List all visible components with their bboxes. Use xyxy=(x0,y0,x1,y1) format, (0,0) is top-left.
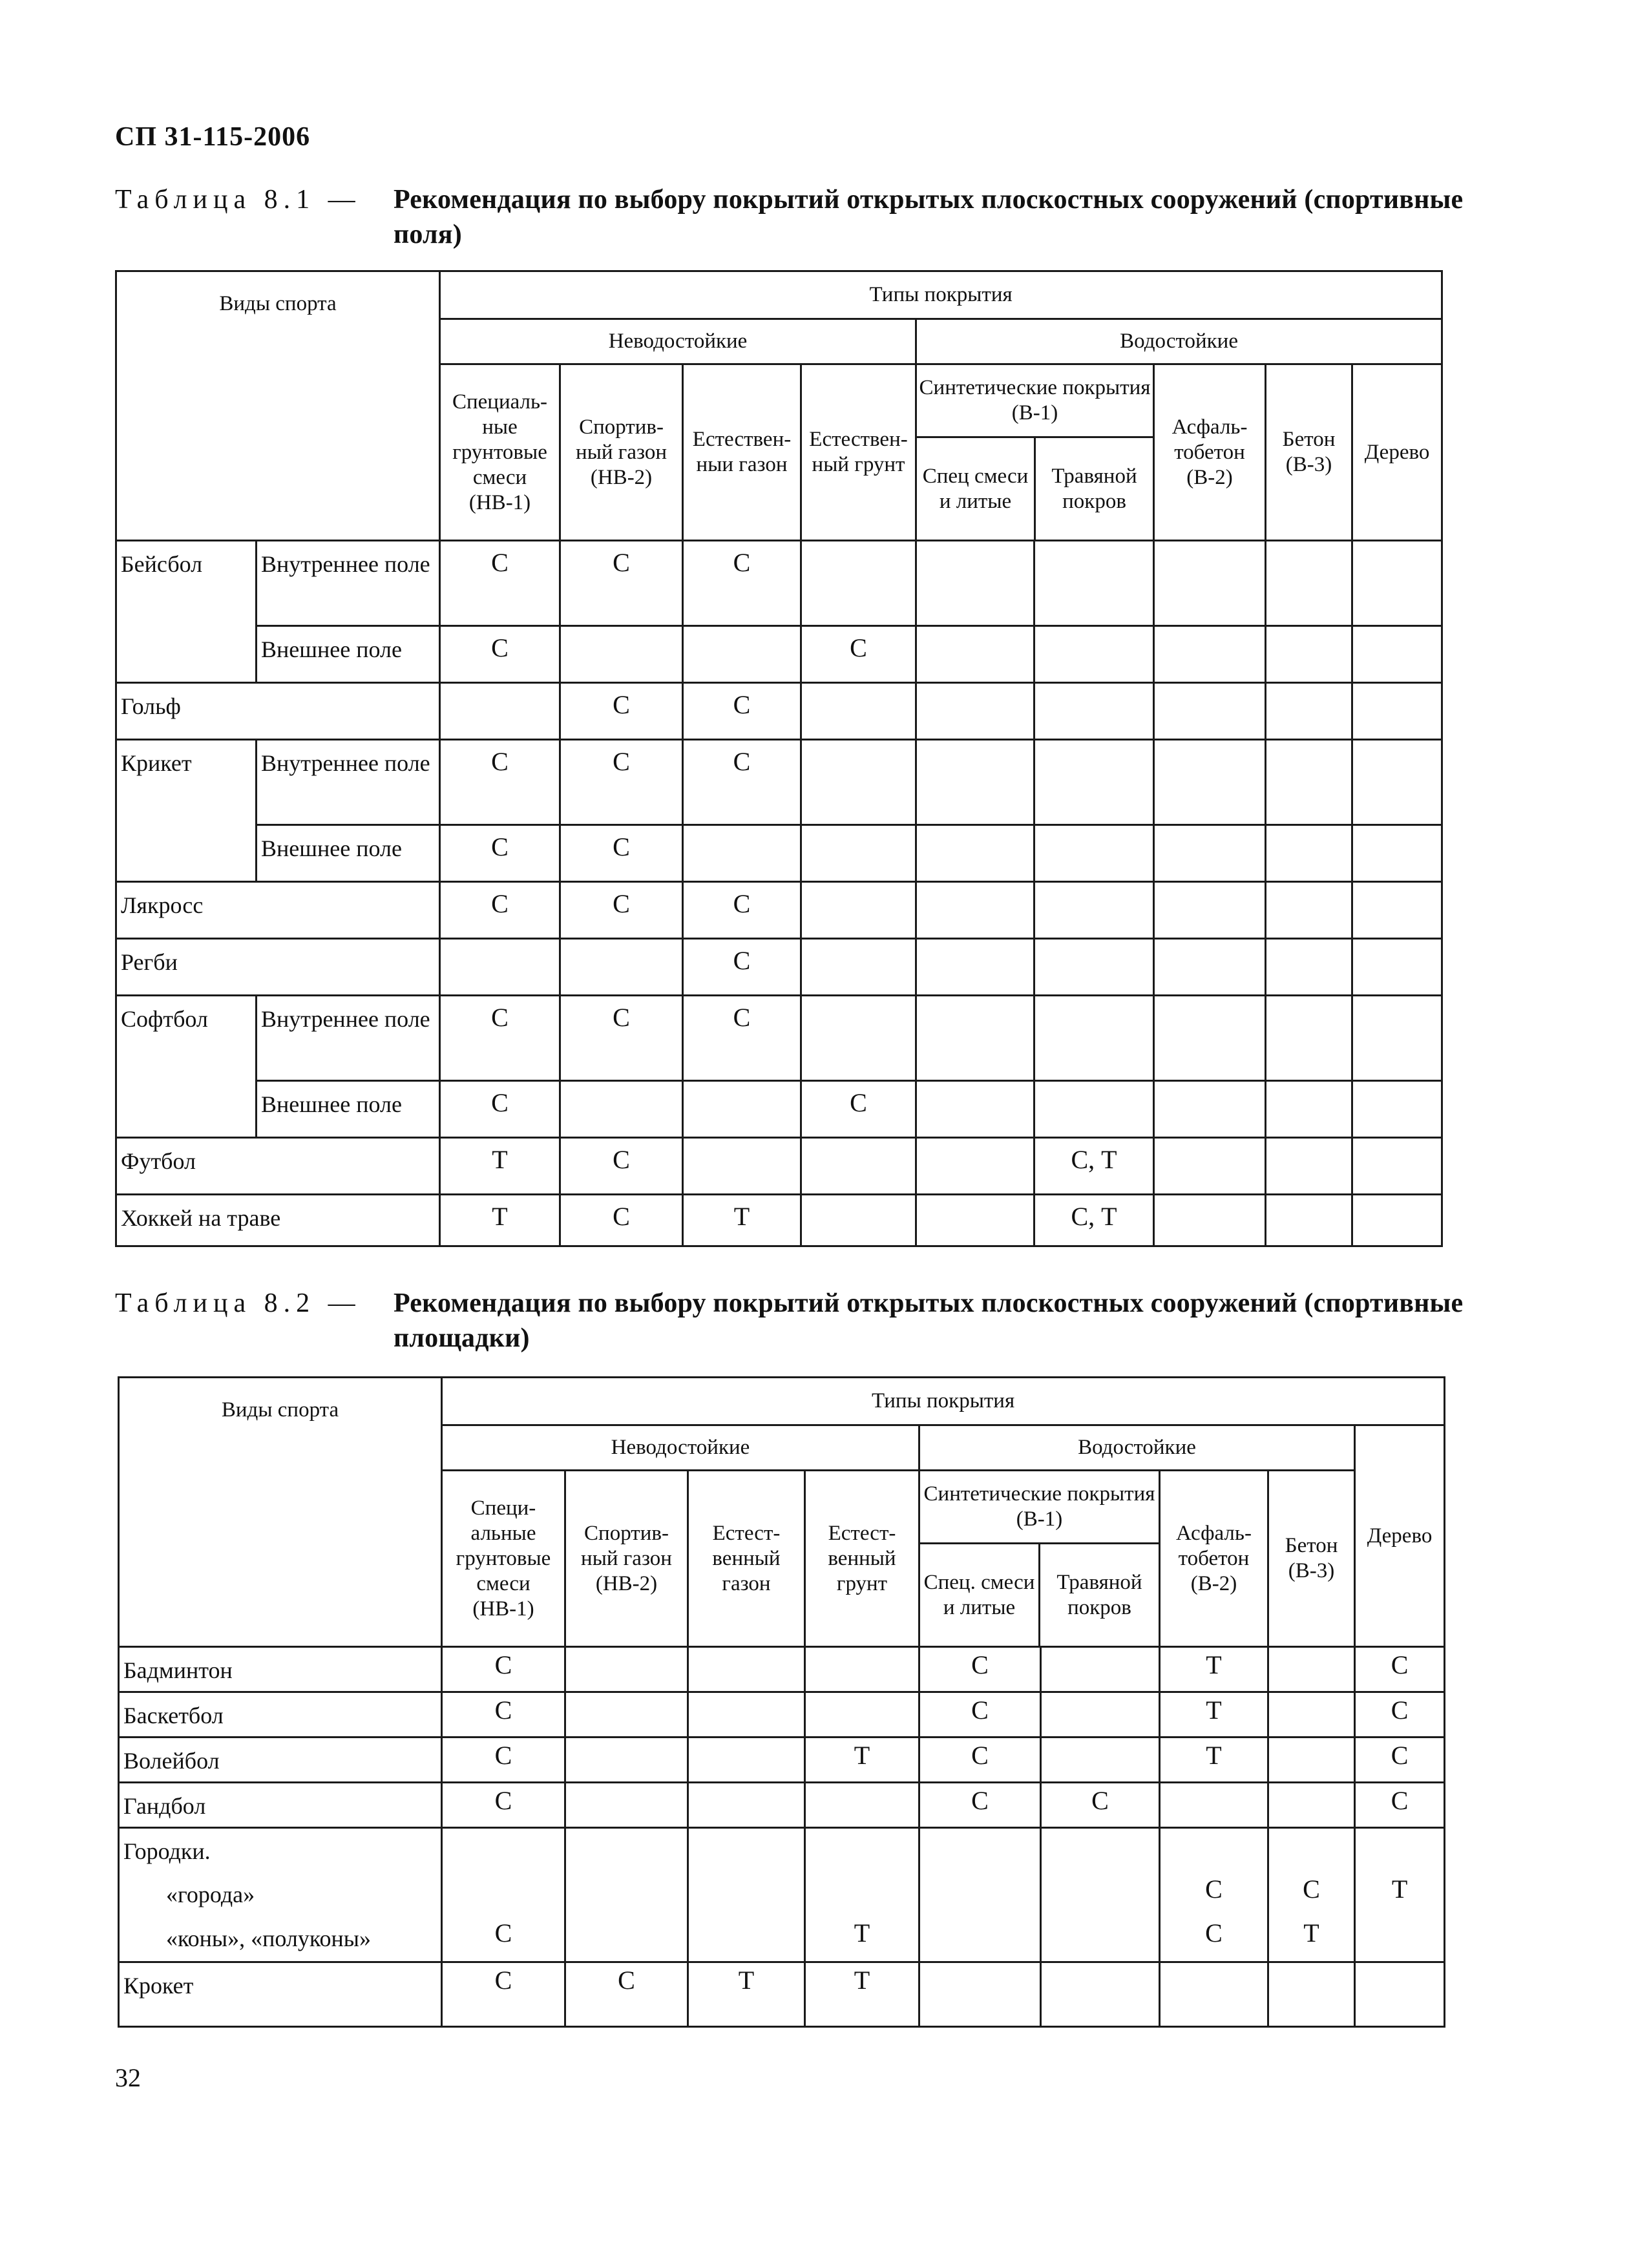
coverage-cell xyxy=(916,939,1035,996)
coverage-cell xyxy=(805,1783,919,1828)
coverage-cell xyxy=(1041,1647,1160,1692)
sport-name: Бадминтон xyxy=(119,1647,442,1692)
coverage-cell xyxy=(1035,882,1154,939)
table-row xyxy=(116,882,1442,939)
coverage-cell xyxy=(560,626,683,683)
coverage-cell: С xyxy=(560,1195,683,1246)
coverage-cell xyxy=(801,683,916,740)
col-asphalt: Асфаль-тобетон (В-2) xyxy=(1160,1471,1268,1647)
coverage-cell xyxy=(1154,882,1266,939)
synthetic-header: Синтетические покрытия (В-1) xyxy=(917,365,1153,438)
coverage-cell xyxy=(688,1828,805,1872)
coverage-cell: С xyxy=(1355,1692,1445,1738)
coverage-cell xyxy=(1352,740,1442,825)
coverage-cell xyxy=(1352,939,1442,996)
coverage-cell: С xyxy=(442,1738,565,1783)
coverage-cell: С xyxy=(683,882,801,939)
coverage-cell: Т xyxy=(1355,1872,1445,1916)
coverage-cell: С xyxy=(440,882,560,939)
coverage-cell: С xyxy=(1355,1783,1445,1828)
coverage-cell xyxy=(1041,1738,1160,1783)
coverage-cell xyxy=(919,1828,1041,1872)
coverage-cell xyxy=(565,1647,688,1692)
coverage-cell xyxy=(1266,541,1352,626)
coverage-cell xyxy=(1160,1783,1268,1828)
waterproof-header: Водостойкие xyxy=(916,319,1442,364)
coverage-cell: С xyxy=(683,939,801,996)
coverage-cell: Т xyxy=(440,1195,560,1246)
sport-name: Баскетбол xyxy=(119,1692,442,1738)
gorodki-title-row xyxy=(119,1828,1445,1872)
coverage-cell xyxy=(916,740,1035,825)
table-row xyxy=(116,740,1442,825)
coverage-cell: Т xyxy=(805,1962,919,2027)
coverage-cell xyxy=(805,1828,919,1872)
coverage-cell: С xyxy=(919,1783,1041,1828)
coverage-cell xyxy=(1154,1081,1266,1138)
table2-caption-title: Рекомендация по выбору покрытий открытых плоскостных сооружений (спортивные площадки) xyxy=(394,1288,1464,1353)
field-zone: Внутреннее поле xyxy=(257,541,440,626)
coverage-cell: С xyxy=(560,882,683,939)
coverage-cell xyxy=(801,882,916,939)
col-concrete: Бетон (В-3) xyxy=(1268,1471,1355,1647)
coverage-cell xyxy=(1266,1195,1352,1246)
coverage-cell xyxy=(1352,1195,1442,1246)
coverage-cell xyxy=(1035,626,1154,683)
gorodki-figure-label: «города» xyxy=(119,1872,442,1916)
coverage-cell xyxy=(1154,541,1266,626)
coverage-types-header: Типы покрытия xyxy=(440,271,1442,319)
coverage-cell xyxy=(1154,1195,1266,1246)
coverage-cell: С xyxy=(560,683,683,740)
coverage-cell: С xyxy=(560,541,683,626)
coverage-cell xyxy=(801,740,916,825)
coverage-cell xyxy=(805,1647,919,1692)
sport-name: Гольф xyxy=(116,683,440,740)
coverage-cell xyxy=(1035,939,1154,996)
coverage-cell: С xyxy=(683,541,801,626)
coverage-cell xyxy=(560,939,683,996)
table-row xyxy=(119,1783,1445,1828)
coverage-cell xyxy=(688,1692,805,1738)
coverage-cell xyxy=(1352,1081,1442,1138)
table-8-1 xyxy=(115,270,1443,1247)
coverage-cell: С xyxy=(440,825,560,882)
coverage-cell xyxy=(683,626,801,683)
table-row xyxy=(116,626,1442,683)
coverage-cell xyxy=(919,1872,1041,1916)
coverage-cell xyxy=(801,1195,916,1246)
table-row xyxy=(116,939,1442,996)
table-row xyxy=(116,1138,1442,1195)
coverage-cell xyxy=(688,1916,805,1962)
coverage-cell: С xyxy=(801,626,916,683)
coverage-cell xyxy=(916,683,1035,740)
coverage-cell xyxy=(1352,626,1442,683)
coverage-cell xyxy=(1041,1692,1160,1738)
coverage-cell xyxy=(801,541,916,626)
field-zone: Внутреннее поле xyxy=(257,740,440,825)
table-8-2 xyxy=(118,1376,1445,2028)
coverage-cell xyxy=(1266,683,1352,740)
coverage-cell xyxy=(1352,996,1442,1081)
field-zone: Внешнее поле xyxy=(257,1081,440,1138)
coverage-cell xyxy=(805,1692,919,1738)
coverage-cell xyxy=(560,1081,683,1138)
coverage-cell xyxy=(1266,825,1352,882)
sport-name: Бейсбол xyxy=(116,541,257,683)
coverage-cell xyxy=(1160,1962,1268,2027)
coverage-cell xyxy=(440,939,560,996)
coverage-cell: С, Т xyxy=(1035,1195,1154,1246)
coverage-cell xyxy=(1041,1916,1160,1962)
coverage-cell xyxy=(565,1692,688,1738)
coverage-cell: С xyxy=(442,1783,565,1828)
table-row xyxy=(116,996,1442,1081)
sport-name: Лякросс xyxy=(116,882,440,939)
table2-caption-prefix: Таблица 8.2 — xyxy=(115,1288,361,1318)
coverage-cell: Т xyxy=(805,1916,919,1962)
col-special-soil-mix: Специаль-ные грунтовые смеси (НВ-1) xyxy=(440,364,560,541)
coverage-cell xyxy=(442,1872,565,1916)
coverage-cell xyxy=(1266,1081,1352,1138)
coverage-cell xyxy=(919,1916,1041,1962)
field-zone: Внешнее поле xyxy=(257,626,440,683)
coverage-cell xyxy=(688,1872,805,1916)
coverage-cell: Т xyxy=(683,1195,801,1246)
coverage-cell xyxy=(801,939,916,996)
field-zone: Внешнее поле xyxy=(257,825,440,882)
coverage-cell: С xyxy=(560,740,683,825)
coverage-cell: С xyxy=(442,1916,565,1962)
table-row xyxy=(119,1647,1445,1692)
coverage-cell: С xyxy=(683,683,801,740)
coverage-cell xyxy=(1266,740,1352,825)
synthetic-group xyxy=(916,364,1154,541)
sport-name: Крокет xyxy=(119,1962,442,2027)
coverage-cell xyxy=(801,996,916,1081)
col-wood: Дерево xyxy=(1355,1425,1445,1647)
coverage-cell xyxy=(1266,996,1352,1081)
table-row xyxy=(116,683,1442,740)
coverage-cell xyxy=(440,683,560,740)
coverage-cell xyxy=(1035,740,1154,825)
coverage-cell xyxy=(801,825,916,882)
coverage-cell xyxy=(565,1738,688,1783)
coverage-cell xyxy=(688,1738,805,1783)
coverage-cell: С xyxy=(560,996,683,1081)
coverage-cell xyxy=(1352,541,1442,626)
coverage-cell: Т xyxy=(1160,1692,1268,1738)
coverage-cell xyxy=(565,1872,688,1916)
coverage-cell xyxy=(683,825,801,882)
coverage-cell xyxy=(1035,825,1154,882)
col-grass-cover: Травяной покров xyxy=(1056,1570,1142,1619)
coverage-cell xyxy=(916,1195,1035,1246)
col-natural-lawn: Естест-венный газон xyxy=(688,1471,805,1647)
coverage-cell xyxy=(1035,1081,1154,1138)
coverage-cell xyxy=(916,996,1035,1081)
coverage-cell xyxy=(565,1828,688,1872)
table-row xyxy=(116,541,1442,626)
gorodki-figure-label: «коны», «полуконы» xyxy=(119,1916,442,1962)
coverage-cell xyxy=(1154,740,1266,825)
coverage-cell: С xyxy=(440,996,560,1081)
col-special-soil-mix: Специ-альные грунтовые смеси (НВ-1) xyxy=(442,1471,565,1647)
col-special-mix-cast: Спец смеси и литые xyxy=(917,438,1036,540)
coverage-cell: С xyxy=(1355,1738,1445,1783)
coverage-cell: С xyxy=(442,1962,565,2027)
col-natural-soil: Естест-венный грунт xyxy=(805,1471,919,1647)
sport-name: Волейбол xyxy=(119,1738,442,1783)
sports-header: Виды спорта xyxy=(116,271,440,541)
coverage-cell: С xyxy=(440,1081,560,1138)
sport-name: Гандбол xyxy=(119,1783,442,1828)
col-wood: Дерево xyxy=(1352,364,1442,541)
coverage-cell: С xyxy=(683,996,801,1081)
table-8-2-body xyxy=(119,1647,1445,2027)
coverage-cell xyxy=(1268,1783,1355,1828)
coverage-cell xyxy=(1268,1962,1355,2027)
waterproof-header: Водостойкие xyxy=(919,1425,1355,1471)
coverage-cell: С xyxy=(683,740,801,825)
coverage-cell xyxy=(916,1081,1035,1138)
coverage-cell xyxy=(916,882,1035,939)
col-natural-lawn: Естествен-ныи газон xyxy=(683,364,801,541)
coverage-cell: С xyxy=(560,1138,683,1195)
nonwaterproof-header: Неводостойкие xyxy=(442,1425,919,1471)
coverage-cell xyxy=(1041,1828,1160,1872)
coverage-cell xyxy=(1160,1828,1268,1872)
sport-name: Хоккей на траве xyxy=(116,1195,440,1246)
coverage-cell xyxy=(1352,683,1442,740)
table-row xyxy=(119,1738,1445,1783)
coverage-cell xyxy=(1041,1962,1160,2027)
coverage-cell: С xyxy=(1355,1647,1445,1692)
coverage-cell xyxy=(1266,882,1352,939)
coverage-types-header: Типы покрытия xyxy=(442,1378,1445,1425)
coverage-cell: С xyxy=(1268,1872,1355,1916)
table1-caption-prefix: Таблица 8.1 — xyxy=(115,185,361,215)
coverage-cell: С xyxy=(919,1738,1041,1783)
coverage-cell xyxy=(1268,1738,1355,1783)
coverage-cell xyxy=(1154,683,1266,740)
coverage-cell xyxy=(916,541,1035,626)
coverage-cell: С xyxy=(442,1692,565,1738)
col-grass-cover: Травяной покров xyxy=(1051,464,1137,513)
coverage-cell: С xyxy=(1160,1872,1268,1916)
coverage-cell: С xyxy=(565,1962,688,2027)
coverage-cell: Т xyxy=(440,1138,560,1195)
coverage-cell: Т xyxy=(805,1738,919,1783)
coverage-cell xyxy=(1355,1962,1445,2027)
coverage-cell xyxy=(1355,1828,1445,1872)
table-row xyxy=(119,1692,1445,1738)
coverage-cell xyxy=(1154,825,1266,882)
sport-name: Городки. xyxy=(119,1828,442,1872)
sport-name: Регби xyxy=(116,939,440,996)
coverage-cell xyxy=(683,1081,801,1138)
coverage-cell: С xyxy=(440,626,560,683)
sport-name: Футбол xyxy=(116,1138,440,1195)
coverage-cell: С xyxy=(560,825,683,882)
col-asphalt: Асфаль-тобетон (В-2) xyxy=(1154,364,1266,541)
coverage-cell: Т xyxy=(1160,1647,1268,1692)
coverage-cell xyxy=(442,1828,565,1872)
sport-name: Крикет xyxy=(116,740,257,882)
coverage-cell: С xyxy=(801,1081,916,1138)
col-sport-lawn: Спортив-ный газон (НВ-2) xyxy=(565,1471,688,1647)
coverage-cell: С xyxy=(1160,1916,1268,1962)
gorodki-sub-row xyxy=(119,1872,1445,1916)
gorodki-sub-row xyxy=(119,1916,1445,1962)
coverage-cell: С xyxy=(1041,1783,1160,1828)
coverage-cell xyxy=(1035,683,1154,740)
document-code: СП 31-115-2006 xyxy=(115,122,311,152)
coverage-cell xyxy=(919,1962,1041,2027)
coverage-cell xyxy=(801,1138,916,1195)
sports-header: Виды спорта xyxy=(119,1378,442,1647)
coverage-cell xyxy=(1268,1692,1355,1738)
coverage-cell: С xyxy=(919,1647,1041,1692)
field-zone: Внутреннее поле xyxy=(257,996,440,1081)
table-row xyxy=(119,1962,1445,2027)
table1-caption-title: Рекомендация по выбору покрытий открытых плоскостных сооружений (спортивные поля) xyxy=(394,185,1464,249)
coverage-cell xyxy=(1352,1138,1442,1195)
coverage-cell xyxy=(1035,541,1154,626)
coverage-cell xyxy=(1154,939,1266,996)
synthetic-header: Синтетические покрытия (В-1) xyxy=(920,1471,1159,1544)
coverage-cell: Т xyxy=(688,1962,805,2027)
coverage-cell xyxy=(683,1138,801,1195)
coverage-cell: Т xyxy=(1268,1916,1355,1962)
coverage-cell xyxy=(688,1783,805,1828)
coverage-cell xyxy=(916,626,1035,683)
coverage-cell xyxy=(1352,882,1442,939)
table-row xyxy=(116,1081,1442,1138)
coverage-cell xyxy=(1154,1138,1266,1195)
coverage-cell xyxy=(1154,626,1266,683)
coverage-cell: С xyxy=(442,1647,565,1692)
col-concrete: Бетон (В-3) xyxy=(1266,364,1352,541)
coverage-cell xyxy=(1266,626,1352,683)
coverage-cell: С xyxy=(919,1692,1041,1738)
coverage-cell xyxy=(916,1138,1035,1195)
coverage-cell xyxy=(1266,1138,1352,1195)
coverage-cell xyxy=(1268,1828,1355,1872)
coverage-cell xyxy=(1355,1916,1445,1962)
coverage-cell xyxy=(805,1872,919,1916)
coverage-cell xyxy=(1266,939,1352,996)
coverage-cell xyxy=(1035,996,1154,1081)
coverage-cell xyxy=(565,1916,688,1962)
coverage-cell: С xyxy=(440,740,560,825)
coverage-cell: С, Т xyxy=(1035,1138,1154,1195)
nonwaterproof-header: Неводостойкие xyxy=(440,319,916,364)
synthetic-group xyxy=(919,1471,1160,1647)
coverage-cell xyxy=(565,1783,688,1828)
col-special-mix-cast: Спец. смеси и литые xyxy=(920,1544,1040,1646)
coverage-cell xyxy=(1154,996,1266,1081)
col-natural-soil: Естествен-ный грунт xyxy=(801,364,916,541)
page-number: 32 xyxy=(115,2063,141,2092)
table-8-1-body xyxy=(116,541,1442,1246)
sport-name: Софтбол xyxy=(116,996,257,1138)
coverage-cell xyxy=(1268,1647,1355,1692)
coverage-cell: С xyxy=(440,541,560,626)
coverage-cell xyxy=(688,1647,805,1692)
coverage-cell: Т xyxy=(1160,1738,1268,1783)
coverage-cell xyxy=(1041,1872,1160,1916)
coverage-cell xyxy=(916,825,1035,882)
table-row xyxy=(116,1195,1442,1246)
coverage-cell xyxy=(1352,825,1442,882)
table-row xyxy=(116,825,1442,882)
col-sport-lawn: Спортив-ный газон (НВ-2) xyxy=(560,364,683,541)
